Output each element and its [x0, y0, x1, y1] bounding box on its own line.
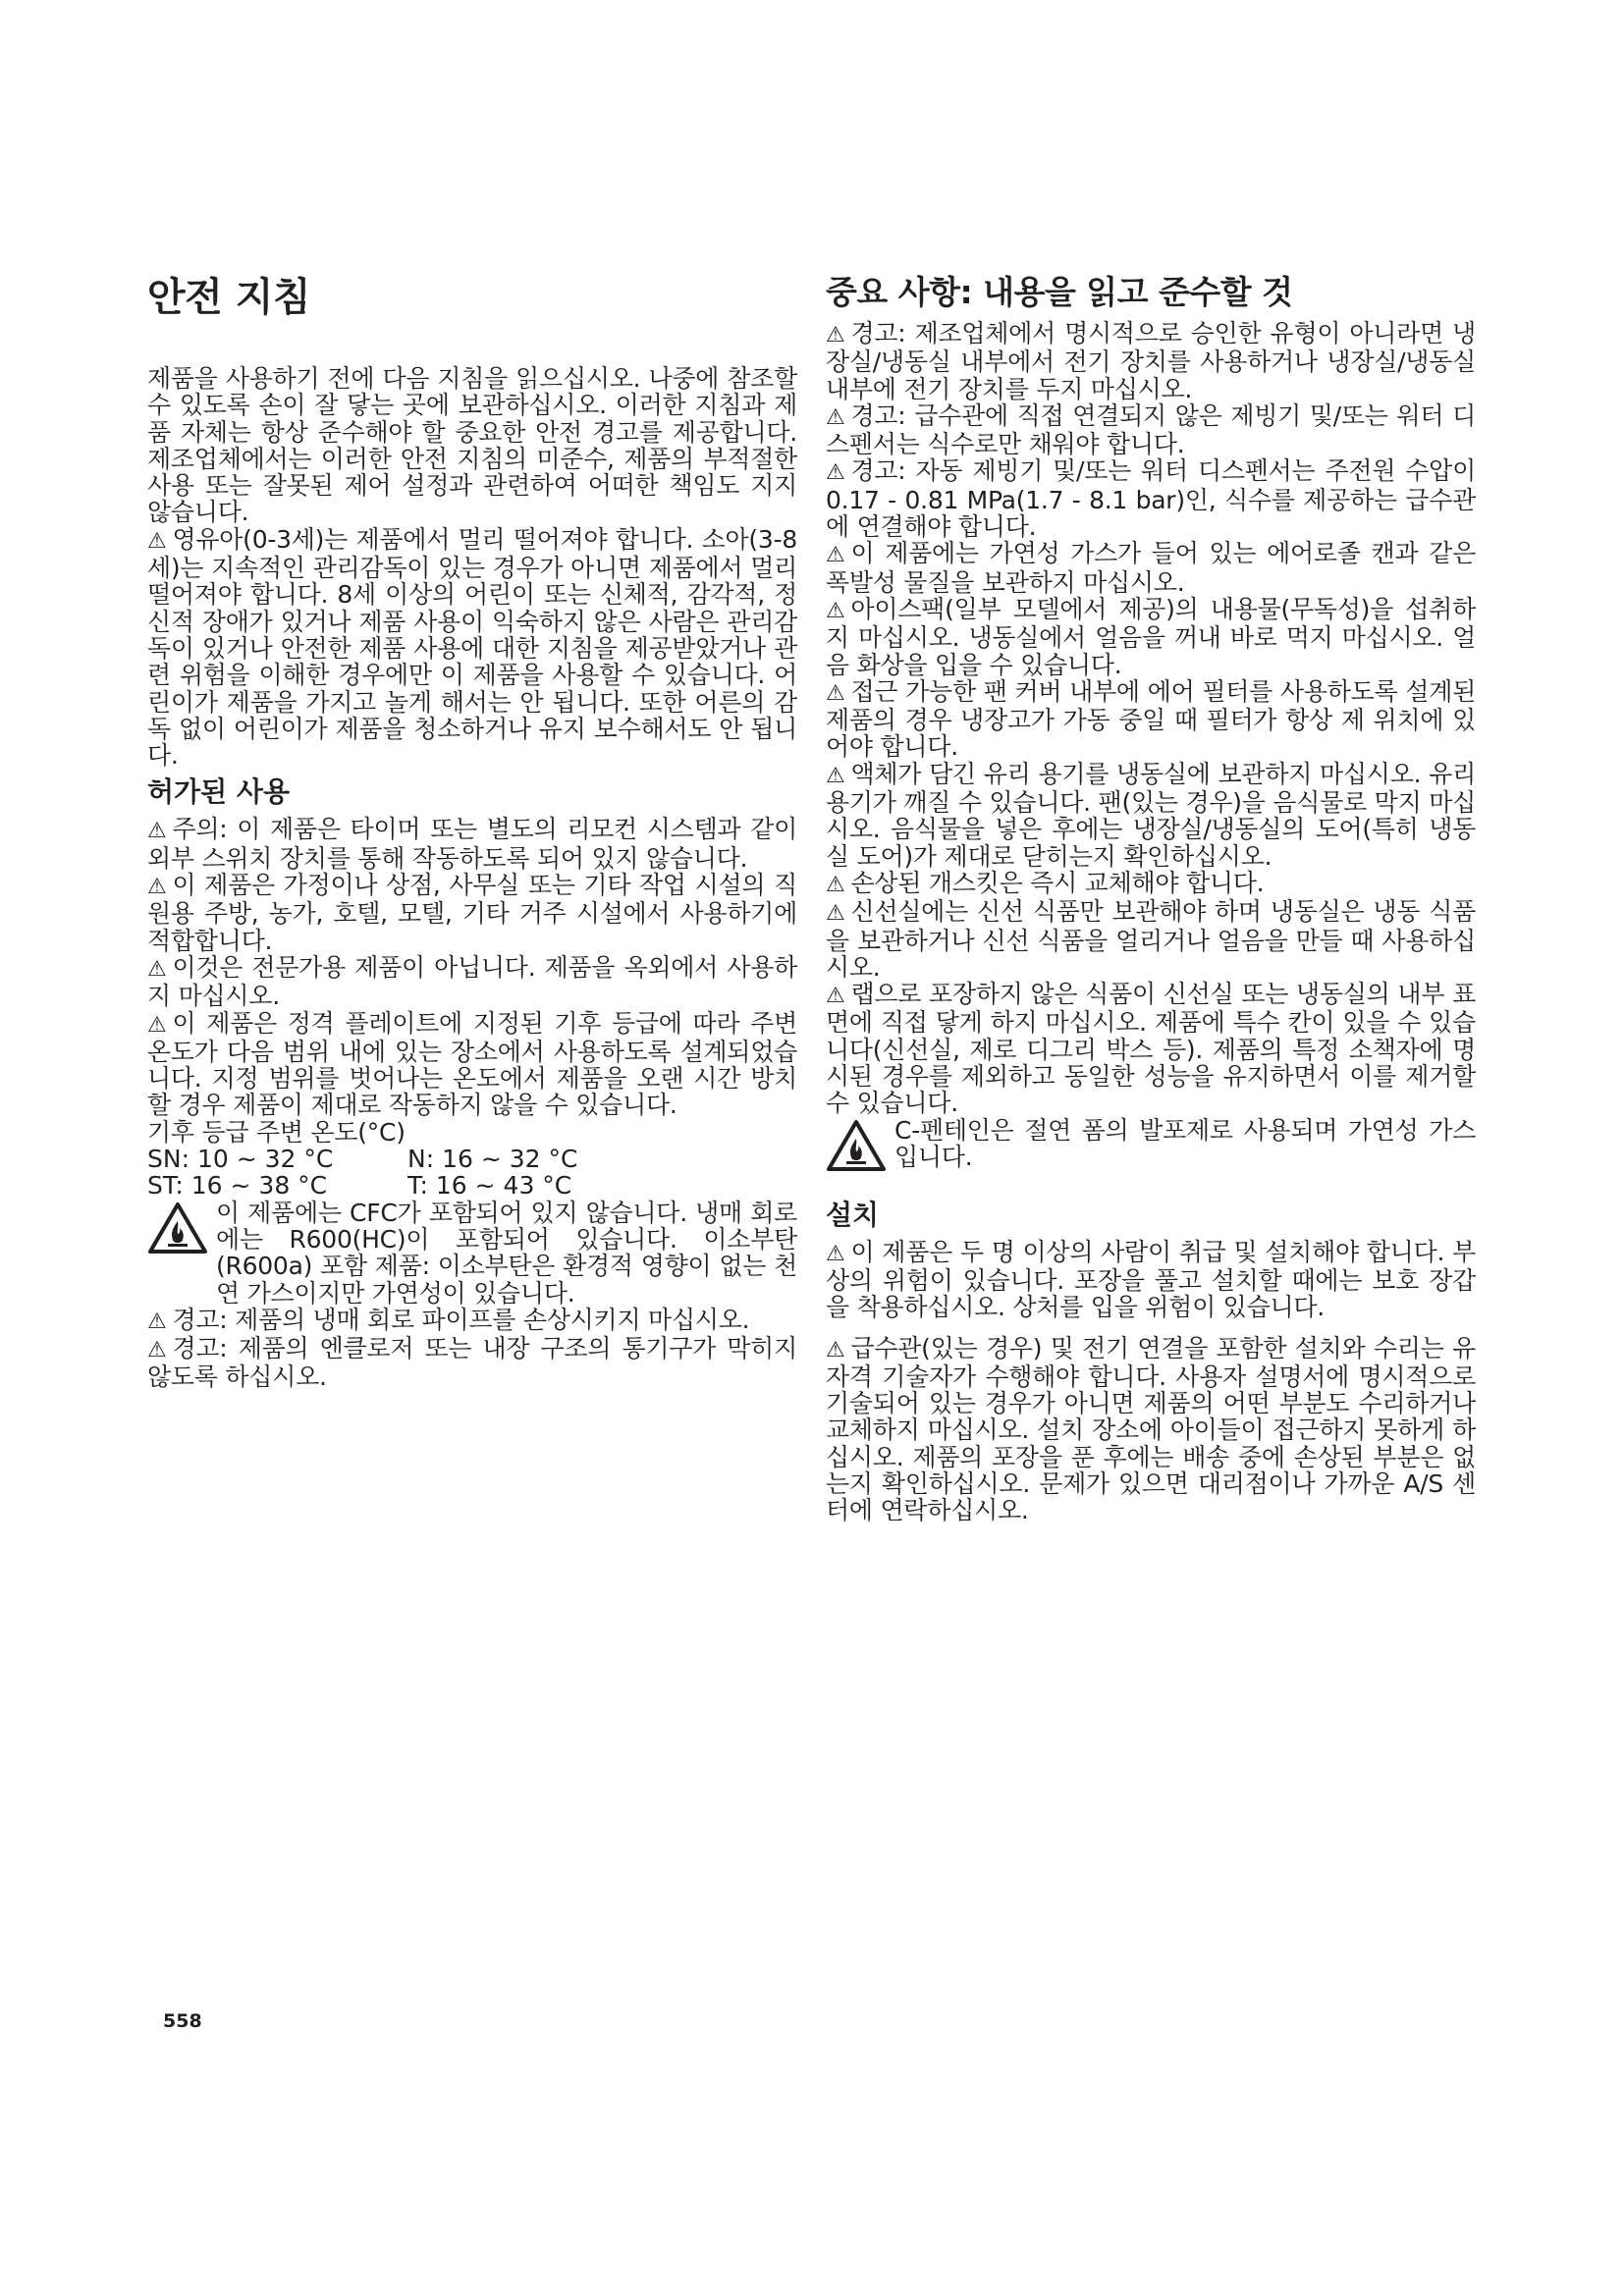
intro-paragraph: 제품을 사용하기 전에 다음 지침을 읽으십시오. 나중에 참조할 수 있도록 손이 잘 닿는 곳에 보관하십시오. 이러한 지침과 제품 자체는 항상 준수해야 할 중요한 안전 경고를 제공합니다. 제조업체에서는 이러한 안전 지침의 미준수, 제품의 부적절한 사용 또는 잘못된 제어 설정과 관련하여 어떠한 책임도 지지 않습니다.	[147, 364, 797, 527]
warning-icon: ⚠	[826, 460, 845, 486]
ventilation-warning: ⚠ 경고: 제품의 엔클로저 또는 내장 구조의 통기구가 막히지 않도록 하십시오.	[147, 1334, 797, 1392]
warning-icon: ⚠	[826, 984, 845, 1009]
warning-icon: ⚠	[147, 1338, 167, 1363]
climate-table	[147, 1146, 797, 1200]
flammable-insulation-note: C-펜테인은 절연 폼의 발포제로 사용되며 가연성 가스입니다.	[826, 1117, 1476, 1172]
unwrapped-food-note: ⚠ 랩으로 포장하지 않은 식품이 신선실 또는 냉동실의 내부 표면에 직접 닿게 하지 마십시오. 제품에 특수 칸이 있을 수 있습니다(신선실, 제로 디그리 박스 등). 제품의 특정 소책자에 명시된 경우를 제외하고 동일한 성능을 유지하면서 이를 제거할 수 있습니다.	[826, 980, 1476, 1118]
section-title-safety: 안전 지침	[147, 275, 310, 320]
climate-cell: T: 16 ~ 43 °C	[407, 1171, 572, 1201]
page-number: 558	[163, 2010, 202, 2032]
ice-pack-warning: ⚠ 아이스팩(일부 모델에서 제공)의 내용물(무독성)을 섭취하지 마십시오. 냉동실에서 얼음을 꺼내 바로 먹지 마십시오. 얼음 화상을 입을 수 있습니다.	[826, 594, 1476, 679]
refrigerant-pipe-warning: ⚠ 경고: 제품의 냉매 회로 파이프를 손상시키지 마십시오.	[147, 1305, 750, 1334]
gasket-note: ⚠ 손상된 개스킷은 즉시 교체해야 합니다.	[826, 868, 1265, 897]
right-column	[826, 273, 1476, 1524]
glass-container-warning: ⚠ 액체가 담긴 유리 용기를 냉동실에 보관하지 마십시오. 유리 용기가 깨질 수 있습니다. 팬(있는 경우)을 음식물로 막지 마십시오. 음식물을 넣은 후에는 냉장실/냉동실의 도어(특히 냉동실 도어)가 제대로 닫히는지 확인하십시오.	[826, 759, 1476, 871]
household-use-note: ⚠ 이 제품은 가정이나 상점, 사무실 또는 기타 작업 시설의 직원용 주방, 농가, 호텔, 모텔, 기타 거주 시설에서 사용하기에 적합합니다.	[147, 871, 797, 955]
two-person-install-warning: ⚠ 이 제품은 두 명 이상의 사람이 취급 및 설치해야 합니다. 부상의 위험이 있습니다. 포장을 풀고 설치할 때에는 보호 장갑을 착용하십시오. 상처를 입을 위험이 있습니다.	[826, 1237, 1476, 1322]
warning-icon: ⚠	[147, 819, 167, 844]
warning-icon: ⚠	[826, 323, 845, 347]
flammable-warning-icon	[826, 1119, 887, 1172]
warning-icon: ⚠	[147, 956, 167, 982]
section-title-installation: 설치	[826, 1198, 880, 1231]
warning-icon: ⚠	[147, 528, 167, 554]
flammable-warning-icon	[147, 1201, 208, 1255]
warning-icon: ⚠	[147, 1308, 167, 1334]
climate-cell: ST: 16 ~ 38 °C	[147, 1171, 328, 1201]
children-warning: ⚠ 영유아(0-3세)는 제품에서 멀리 떨어져야 합니다. 소아(3-8세)는 지속적인 관리감독이 있는 경우가 아니면 제품에서 멀리 떨어져야 합니다. 8세 이상의 어린이 또는 신체적, 감각적, 정신적 장애가 있거나 제품 사용이 익숙하지 않은 사람은 관리감독이 있거나 안전한 제품 사용에 대한 지침을 제공받았거나 관련 위험을 이해한 경우에만 이 제품을 사용할 수 있습니다. 어린이가 제품을 가지고 놀게 해서는 안 됩니다. 또한 어른의 감독 없이 어린이가 제품을 청소하거나 유지 보수해서도 안 됩니다.	[147, 524, 797, 771]
climate-cell: SN: 10 ~ 32 °C	[147, 1145, 334, 1174]
warning-icon: ⚠	[826, 1241, 845, 1266]
water-pressure-warning: ⚠ 경고: 자동 제빙기 및/또는 워터 디스펜서는 주전원 수압이 0.17 - 0.81 MPa(1.7 - 8.1 bar)인, 식수를 제공하는 급수관에 연결해야 합니다.	[826, 456, 1476, 542]
section-title-important: 중요 사항: 내용을 읽고 준수할 것	[826, 273, 1293, 311]
warning-icon: ⚠	[826, 1337, 845, 1362]
warning-icon: ⚠	[826, 598, 845, 623]
climate-title: 기후 등급 주변 온도(°C)	[147, 1117, 406, 1147]
warning-icon: ⚠	[826, 404, 845, 430]
section-title-permitted-use: 허가된 사용	[147, 775, 290, 809]
fresh-compartment-note: ⚠ 신선실에는 신선 식품만 보관해야 하며 냉동실은 냉동 식품을 보관하거나 신선 식품을 얼리거나 얼음을 만들 때 사용하십시오.	[826, 897, 1476, 982]
flammable-refrigerant-note: 이 제품에는 CFC가 포함되어 있지 않습니다. 냉매 회로에는 R600(HC)이 포함되어 있습니다. 이소부탄(R600a) 포함 제품: 이소부탄은 환경적 영향이 없는 천연 가스이지만 가연성이 있습니다.	[147, 1200, 797, 1307]
climate-cell: N: 16 ~ 32 °C	[407, 1145, 578, 1174]
warning-icon: ⚠	[826, 680, 845, 706]
icemaker-potable-warning: ⚠ 경고: 급수관에 직접 연결되지 않은 제빙기 및/또는 워터 디스펜서는 식수로만 채워야 합니다.	[826, 400, 1476, 459]
caution-external-switch: ⚠ 주의: 이 제품은 타이머 또는 별도의 리모컨 시스템과 같이 외부 스위치 장치를 통해 작동하도록 되어 있지 않습니다.	[147, 815, 797, 873]
air-filter-note: ⚠ 접근 가능한 팬 커버 내부에 에어 필터를 사용하도록 설계된 제품의 경우 냉장고가 가동 중일 때 필터가 항상 제 위치에 있어야 합니다.	[826, 676, 1476, 762]
warning-icon: ⚠	[826, 763, 845, 788]
electrical-device-warning: ⚠ 경고: 제조업체에서 명시적으로 승인한 유형이 아니라면 냉장실/냉동실 내부에서 전기 장치를 사용하거나 냉장실/냉동실 내부에 전기 장치를 두지 마십시오.	[826, 319, 1476, 403]
warning-icon: ⚠	[147, 1012, 167, 1038]
explosive-storage-warning: ⚠ 이 제품에는 가연성 가스가 들어 있는 에어로졸 캔과 같은 폭발성 물질을 보관하지 마십시오.	[826, 539, 1476, 597]
warning-icon: ⚠	[826, 901, 845, 927]
warning-icon: ⚠	[826, 543, 845, 568]
warning-icon: ⚠	[826, 872, 845, 897]
warning-icon: ⚠	[147, 875, 167, 900]
not-professional-note: ⚠ 이것은 전문가용 제품이 아닙니다. 제품을 옥외에서 사용하지 마십시오.	[147, 952, 797, 1011]
left-column	[147, 273, 797, 1391]
qualified-technician-warning: ⚠ 급수관(있는 경우) 및 전기 연결을 포함한 설치와 수리는 유자격 기술자가 수행해야 합니다. 사용자 설명서에 명시적으로 기술되어 있는 경우가 아니면 제품의 어떤 부분도 수리하거나 교체하지 마십시오. 설치 장소에 아이들이 접근하지 못하게 하십시오. 제품의 포장을 푼 후에는 배송 중에 손상된 부분은 없는지 확인하십시오. 문제가 있으면 대리점이나 가까운 A/S 센터에 연락하십시오.	[826, 1333, 1476, 1525]
climate-class-note: ⚠ 이 제품은 정격 플레이트에 지정된 기후 등급에 따라 주변 온도가 다음 범위 내에 있는 장소에서 사용하도록 설계되었습니다. 지정 범위를 벗어나는 온도에서 제품을 오랜 시간 방치할 경우 제품이 제대로 작동하지 않을 수 있습니다.	[147, 1008, 797, 1120]
